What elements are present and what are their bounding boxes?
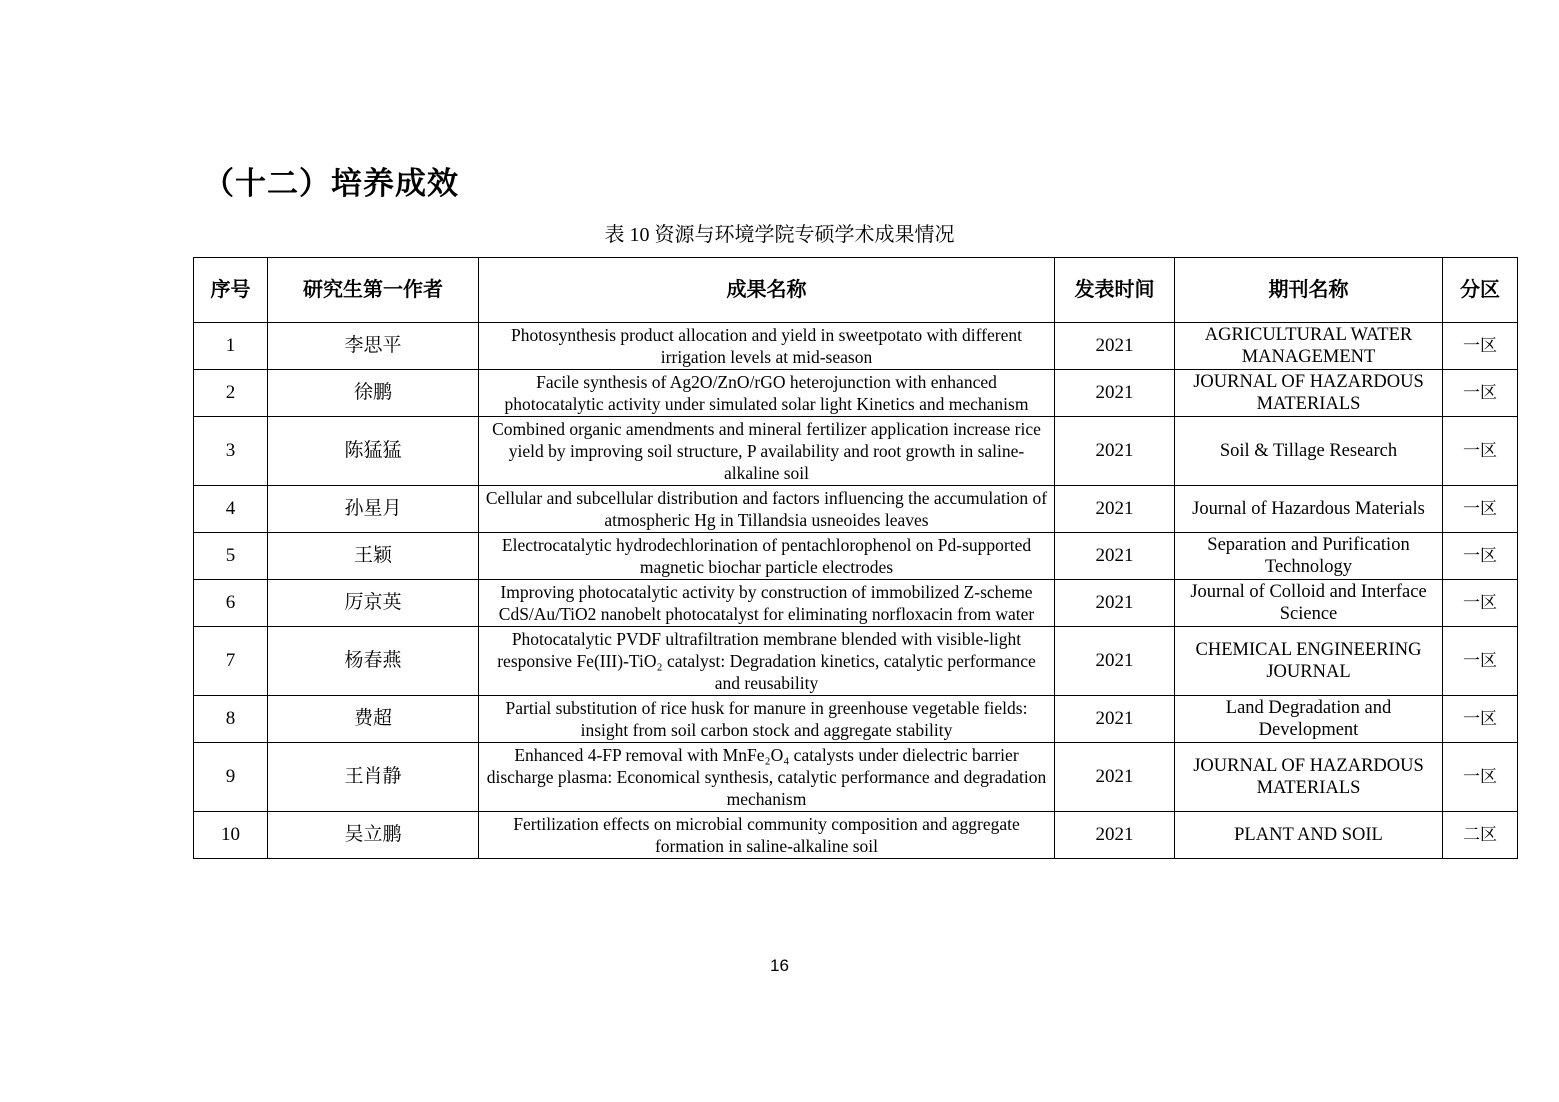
cell-no: 1: [194, 323, 268, 370]
cell-journal: Journal of Colloid and Interface Science: [1175, 580, 1443, 627]
cell-zone: 二区: [1443, 812, 1518, 859]
cell-no: 5: [194, 533, 268, 580]
cell-title: Partial substitution of rice husk for manure in greenhouse vegetable fields: insight from soil carbon stock and aggregate stability: [479, 696, 1055, 743]
cell-author: 王颖: [268, 533, 479, 580]
cell-author: 费超: [268, 696, 479, 743]
cell-no: 3: [194, 417, 268, 486]
table-row: [194, 627, 1518, 696]
table-row: [194, 812, 1518, 859]
cell-no: 7: [194, 627, 268, 696]
table-row: [194, 580, 1518, 627]
cell-year: 2021: [1055, 580, 1175, 627]
cell-author: 孙星月: [268, 486, 479, 533]
cell-author: 徐鹏: [268, 370, 479, 417]
section-heading: （十二）培养成效: [203, 166, 459, 201]
cell-no: 6: [194, 580, 268, 627]
cell-year: 2021: [1055, 323, 1175, 370]
cell-title: Combined organic amendments and mineral fertilizer application increase rice yield by improving soil structure, P availability and root growth in saline-alkaline soil: [479, 417, 1055, 486]
cell-no: 8: [194, 696, 268, 743]
cell-zone: 一区: [1443, 417, 1518, 486]
cell-zone: 一区: [1443, 696, 1518, 743]
cell-author: 李思平: [268, 323, 479, 370]
table-head: [194, 258, 1518, 323]
cell-no: 2: [194, 370, 268, 417]
cell-year: 2021: [1055, 533, 1175, 580]
table-row: [194, 533, 1518, 580]
table-caption: 表 10 资源与环境学院专硕学术成果情况: [604, 224, 955, 246]
header-row: [194, 258, 1518, 323]
cell-year: 2021: [1055, 370, 1175, 417]
cell-journal: Separation and Purification Technology: [1175, 533, 1443, 580]
cell-author: 厉京英: [268, 580, 479, 627]
cell-author: 杨春燕: [268, 627, 479, 696]
header-cell-2: 成果名称: [479, 258, 1055, 323]
cell-zone: 一区: [1443, 486, 1518, 533]
cell-zone: 一区: [1443, 370, 1518, 417]
cell-author: 王肖静: [268, 743, 479, 812]
header-cell-0: 序号: [194, 258, 268, 323]
cell-journal: Land Degradation and Development: [1175, 696, 1443, 743]
cell-title: Photocatalytic PVDF ultrafiltration membrane blended with visible-light responsive Fe(III)-TiO₂ catalyst: Degradation kinetics, catalytic performance and reusability: [479, 627, 1055, 696]
table-row: [194, 743, 1518, 812]
table-row: [194, 417, 1518, 486]
header-cell-4: 期刊名称: [1175, 258, 1443, 323]
cell-title: Electrocatalytic hydrodechlorination of pentachlorophenol on Pd-supported magnetic biochar particle electrodes: [479, 533, 1055, 580]
cell-journal: CHEMICAL ENGINEERING JOURNAL: [1175, 627, 1443, 696]
cell-zone: 一区: [1443, 743, 1518, 812]
page-number: 16: [770, 956, 789, 975]
header-cell-5: 分区: [1443, 258, 1518, 323]
cell-journal: JOURNAL OF HAZARDOUS MATERIALS: [1175, 370, 1443, 417]
cell-year: 2021: [1055, 627, 1175, 696]
cell-title: Facile synthesis of Ag2O/ZnO/rGO heterojunction with enhanced photocatalytic activity under simulated solar light Kinetics and mechanism: [479, 370, 1055, 417]
cell-year: 2021: [1055, 743, 1175, 812]
cell-title: Fertilization effects on microbial community composition and aggregate formation in saline-alkaline soil: [479, 812, 1055, 859]
cell-no: 4: [194, 486, 268, 533]
table-row: [194, 370, 1518, 417]
cell-journal: Soil & Tillage Research: [1175, 417, 1443, 486]
header-cell-1: 研究生第一作者: [268, 258, 479, 323]
table-row: [194, 486, 1518, 533]
cell-journal: PLANT AND SOIL: [1175, 812, 1443, 859]
cell-title: Enhanced 4-FP removal with MnFe₂O₄ catalysts under dielectric barrier discharge plasma: Economical synthesis, catalytic performance and degradation mechanism: [479, 743, 1055, 812]
cell-title: Improving photocatalytic activity by construction of immobilized Z-scheme CdS/Au/TiO2 nanobelt photocatalyst for eliminating norfloxacin from water: [479, 580, 1055, 627]
results-table: [193, 257, 1518, 859]
cell-zone: 一区: [1443, 627, 1518, 696]
cell-zone: 一区: [1443, 533, 1518, 580]
cell-zone: 一区: [1443, 580, 1518, 627]
cell-no: 9: [194, 743, 268, 812]
cell-journal: JOURNAL OF HAZARDOUS MATERIALS: [1175, 743, 1443, 812]
cell-title: Cellular and subcellular distribution and factors influencing the accumulation of atmospheric Hg in Tillandsia usneoides leaves: [479, 486, 1055, 533]
table-row: [194, 323, 1518, 370]
cell-journal: Journal of Hazardous Materials: [1175, 486, 1443, 533]
cell-year: 2021: [1055, 696, 1175, 743]
table-row: [194, 696, 1518, 743]
cell-no: 10: [194, 812, 268, 859]
cell-author: 陈猛猛: [268, 417, 479, 486]
cell-year: 2021: [1055, 486, 1175, 533]
table-body: [194, 323, 1518, 859]
cell-year: 2021: [1055, 417, 1175, 486]
cell-author: 吴立鹏: [268, 812, 479, 859]
cell-title: Photosynthesis product allocation and yield in sweetpotato with different irrigation levels at mid-season: [479, 323, 1055, 370]
cell-year: 2021: [1055, 812, 1175, 859]
cell-journal: AGRICULTURAL WATER MANAGEMENT: [1175, 323, 1443, 370]
header-cell-3: 发表时间: [1055, 258, 1175, 323]
cell-zone: 一区: [1443, 323, 1518, 370]
